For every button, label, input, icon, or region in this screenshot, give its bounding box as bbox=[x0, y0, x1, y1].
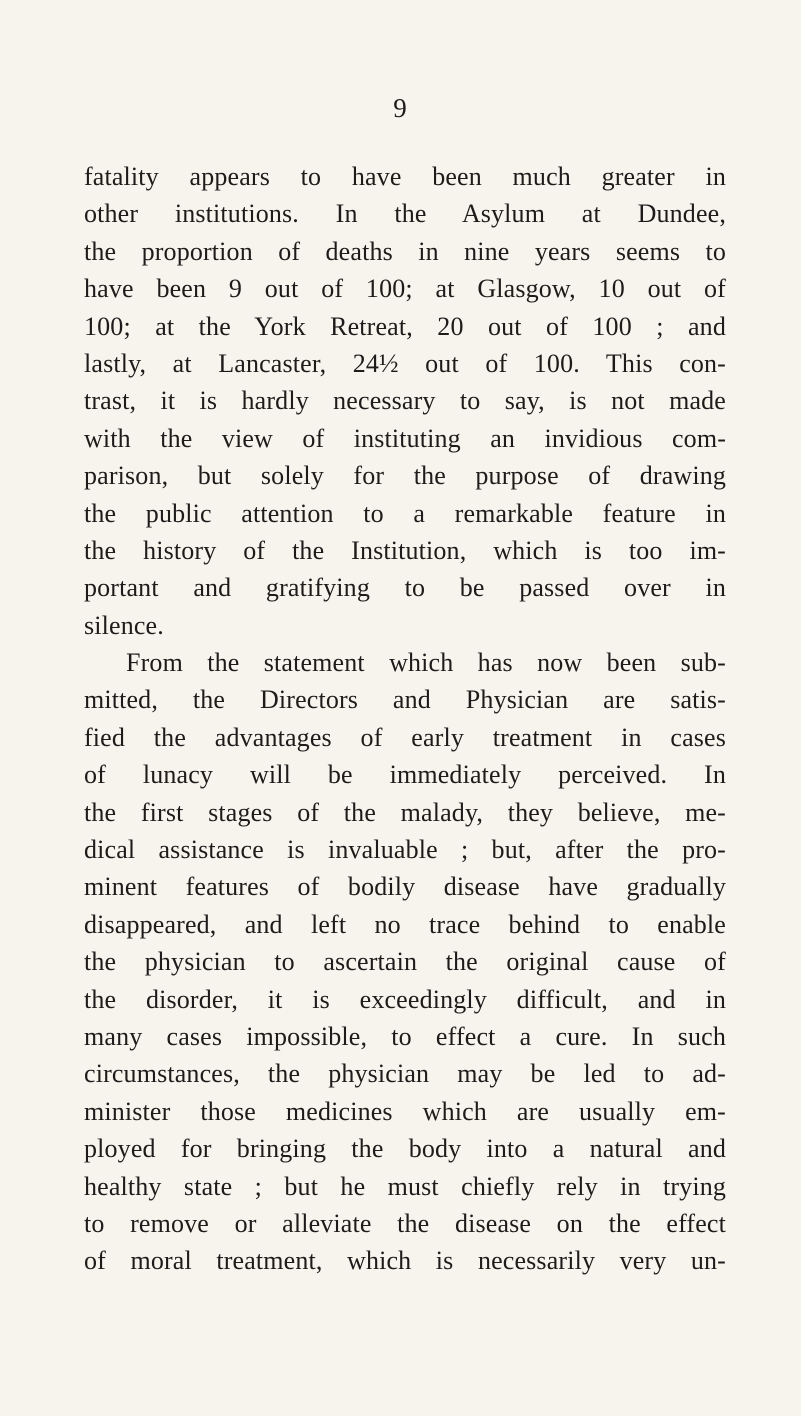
text-line: dical assistance is invaluable ; but, after the pro- bbox=[84, 835, 726, 865]
text-line: the public attention to a remarkable feature in bbox=[84, 498, 726, 528]
text-line: the proportion of deaths in nine years seems to bbox=[84, 236, 726, 266]
text-line: with the view of instituting an invidious com- bbox=[84, 423, 726, 453]
text-line: to remove or alleviate the disease on the effect bbox=[84, 1208, 726, 1238]
text-line: of lunacy will be immediately perceived. In bbox=[84, 760, 726, 790]
text-line: ployed for bringing the body into a natural and bbox=[84, 1134, 726, 1164]
text-line: mitted, the Directors and Physician are satis- bbox=[84, 685, 726, 715]
text-line: many cases impossible, to effect a cure. In such bbox=[84, 1021, 726, 1051]
text-line: disappeared, and left no trace behind to enable bbox=[84, 909, 726, 939]
paragraph-start-line: From the statement which has now been sub- bbox=[126, 648, 726, 678]
text-line: portant and gratifying to be passed over in bbox=[84, 573, 726, 603]
text-line: the disorder, it is exceedingly difficult, and in bbox=[84, 984, 726, 1014]
text-line: the physician to ascertain the original cause of bbox=[84, 947, 726, 977]
text-line: the first stages of the malady, they believe, me- bbox=[84, 797, 726, 827]
text-line: 100; at the York Retreat, 20 out of 100 ; and bbox=[84, 311, 726, 341]
text-line: trast, it is hardly necessary to say, is not made bbox=[84, 386, 726, 416]
text-line: fatality appears to have been much greater in bbox=[84, 162, 726, 191]
text-line: have been 9 out of 100; at Glasgow, 10 out of bbox=[84, 274, 726, 304]
text-line: fied the advantages of early treatment in cases bbox=[84, 722, 726, 752]
text-line: circumstances, the physician may be led to ad- bbox=[84, 1059, 726, 1089]
text-line: minister those medicines which are usually em- bbox=[84, 1096, 726, 1126]
text-line: lastly, at Lancaster, 24½ out of 100. This con- bbox=[84, 348, 726, 378]
paragraph-end-line: silence. bbox=[84, 610, 164, 640]
text-line: the history of the Institution, which is too im- bbox=[84, 535, 726, 565]
page-number: 9 bbox=[393, 93, 408, 123]
text-line: parison, but solely for the purpose of drawing bbox=[84, 461, 726, 491]
text-line: healthy state ; but he must chiefly rely in trying bbox=[84, 1171, 726, 1201]
text-line: of moral treatment, which is necessarily very un- bbox=[84, 1246, 726, 1276]
text-line: other institutions. In the Asylum at Dundee, bbox=[84, 199, 726, 229]
body-text bbox=[84, 158, 726, 1280]
text-line: minent features of bodily disease have gradually bbox=[84, 872, 726, 902]
